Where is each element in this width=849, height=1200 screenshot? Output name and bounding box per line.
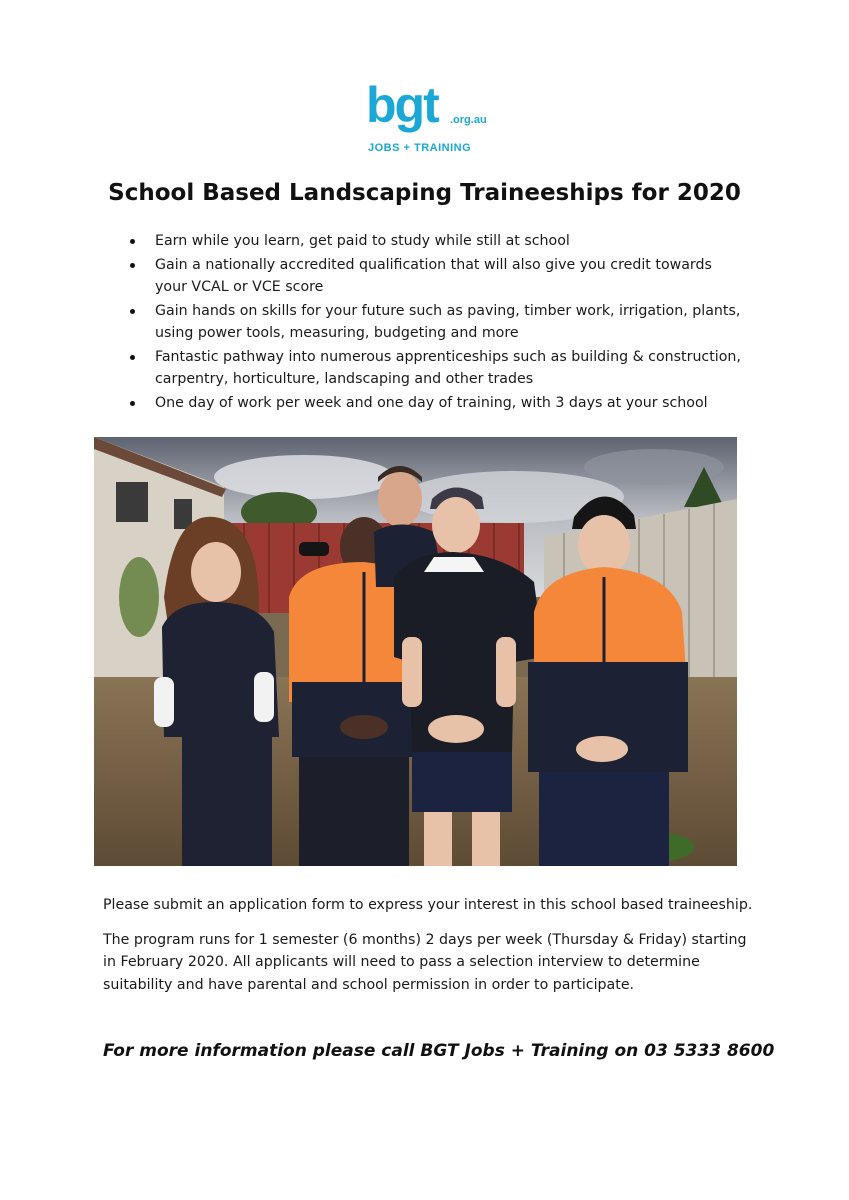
benefits-list	[127, 230, 747, 415]
bgt-logo	[366, 77, 496, 160]
contact-information: For more information please call BGT Jobs + Training on 03 5333 8600	[103, 1041, 775, 1061]
logo-domain: .org.au	[450, 114, 487, 126]
benefit-item: One day of work per week and one day of training, with 3 days at your school	[127, 392, 747, 415]
benefit-item: Gain a nationally accredited qualification that will also give you credit towards your VCAL or VCE score	[127, 254, 747, 299]
benefit-item: Earn while you learn, get paid to study while still at school	[127, 230, 747, 253]
flyer-title: School Based Landscaping Traineeships for 2020	[108, 180, 741, 206]
trainees-group-photo	[94, 437, 737, 866]
logo-wordmark: bgt	[366, 77, 438, 133]
benefit-item: Fantastic pathway into numerous apprenticeships such as building & construction, carpentry, horticulture, landscaping and other trades	[127, 346, 747, 391]
logo-tagline: JOBS + TRAINING	[368, 142, 472, 154]
benefit-item: Gain hands on skills for your future such as paving, timber work, irrigation, plants, using power tools, measuring, budgeting and more	[127, 300, 747, 345]
application-instructions: Please submit an application form to express your interest in this school based traineeship.	[103, 897, 753, 913]
program-details: The program runs for 1 semester (6 months) 2 days per week (Thursday & Friday) starting in February 2020. All applicants will need to pass a selection interview to determine suitability and have parental and school permission in order to participate.	[103, 932, 747, 993]
